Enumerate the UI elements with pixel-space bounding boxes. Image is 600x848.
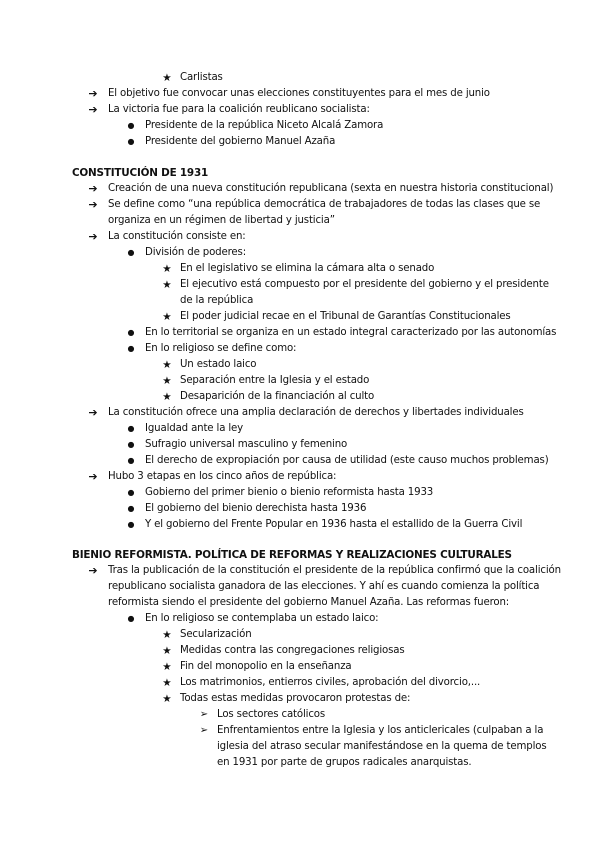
text-line: En lo religioso se contemplaba un estado laico: [145, 613, 379, 624]
dot-bullet-icon: ● [127, 248, 135, 257]
text-line: Se define como “una república democrática de trabajadores de todas las clases que se [108, 199, 541, 210]
star-bullet-icon: ★ [162, 72, 172, 84]
dot-bullet-icon: ● [127, 440, 135, 449]
text-line: Creación de una nueva constitución republicana (sexta en nuestra historia constitucional) [108, 183, 554, 194]
star-bullet-icon: ★ [162, 677, 172, 689]
text-line: División de poderes: [145, 247, 246, 258]
arrow-bullet-icon: ➔ [88, 87, 98, 100]
text-line: Medidas contra las congregaciones religiosas [180, 645, 405, 656]
dot-bullet-icon: ● [127, 504, 135, 513]
text-line: En lo religioso se define como: [145, 343, 297, 354]
text-line: Un estado laico [180, 359, 257, 370]
arrowhead-bullet-icon: ➢ [199, 709, 209, 720]
dot-bullet-icon: ● [127, 520, 135, 529]
arrow-bullet-icon: ➔ [88, 564, 98, 577]
arrowhead-bullet-icon: ➢ [199, 725, 209, 736]
text-line: en 1931 por parte de grupos radicales anarquistas. [217, 757, 472, 768]
text-line: Sufragio universal masculino y femenino [145, 439, 348, 450]
arrow-bullet-icon: ➔ [88, 103, 98, 116]
text-line: Hubo 3 etapas en los cinco años de república: [108, 471, 337, 482]
dot-bullet-icon: ● [127, 456, 135, 465]
text-line: Enfrentamientos entre la Iglesia y los anticlericales (culpaban a la [217, 725, 544, 736]
text-line: La victoria fue para la coalición reublicano socialista: [108, 104, 370, 115]
text-line: El gobierno del bienio derechista hasta 1936 [145, 503, 367, 514]
text-line: organiza en un régimen de libertad y justicia” [108, 215, 335, 226]
star-bullet-icon: ★ [162, 263, 172, 275]
star-bullet-icon: ★ [162, 375, 172, 387]
star-bullet-icon: ★ [162, 279, 172, 291]
text-line: iglesia del atraso secular manifestándose en la quema de templos [217, 741, 547, 752]
section-heading: BIENIO REFORMISTA. POLÍTICA DE REFORMAS Y REALIZACIONES CULTURALES [72, 549, 512, 561]
text-line: Presidente del gobierno Manuel Azaña [145, 136, 336, 147]
text-line: Desaparición de la financiación al culto [180, 391, 375, 402]
text-line: reformista siendo el presidente del gobierno Manuel Azaña. Las reformas fueron: [108, 597, 510, 608]
text-line: Separación entre la Iglesia y el estado [180, 375, 370, 386]
star-bullet-icon: ★ [162, 359, 172, 371]
text-line: El objetivo fue convocar unas elecciones constituyentes para el mes de junio [108, 88, 490, 99]
star-bullet-icon: ★ [162, 645, 172, 657]
dot-bullet-icon: ● [127, 424, 135, 433]
dot-bullet-icon: ● [127, 137, 135, 146]
text-line: Los sectores católicos [217, 709, 326, 720]
text-line: En lo territorial se organiza en un estado integral caracterizado por las autonomías [145, 327, 557, 338]
dot-bullet-icon: ● [127, 344, 135, 353]
text-line: Los matrimonios, entierros civiles, aprobación del divorcio,... [180, 677, 481, 688]
text-line: Todas estas medidas provocaron protestas de: [180, 693, 411, 704]
dot-bullet-icon: ● [127, 121, 135, 130]
text-line: Fin del monopolio en la enseñanza [180, 661, 352, 672]
text-line: Carlistas [180, 72, 223, 83]
text-line: El derecho de expropiación por causa de utilidad (este causo muchos problemas) [145, 455, 549, 466]
star-bullet-icon: ★ [162, 391, 172, 403]
text-line: El poder judicial recae en el Tribunal de Garantías Constitucionales [180, 311, 511, 322]
text-line: Secularización [180, 629, 252, 640]
arrow-bullet-icon: ➔ [88, 182, 98, 195]
dot-bullet-icon: ● [127, 328, 135, 337]
star-bullet-icon: ★ [162, 629, 172, 641]
arrow-bullet-icon: ➔ [88, 406, 98, 419]
text-line: de la república [180, 295, 254, 306]
text-line: El ejecutivo está compuesto por el presidente del gobierno y el presidente [180, 279, 549, 290]
star-bullet-icon: ★ [162, 693, 172, 705]
text-line: La constitución ofrece una amplia declaración de derechos y libertades individuales [108, 407, 524, 418]
text-line: La constitución consiste en: [108, 231, 246, 242]
arrow-bullet-icon: ➔ [88, 198, 98, 211]
star-bullet-icon: ★ [162, 311, 172, 323]
arrow-bullet-icon: ➔ [88, 470, 98, 483]
text-line: Y el gobierno del Frente Popular en 1936 hasta el estallido de la Guerra Civil [145, 519, 523, 530]
text-line: republicano socialista ganadora de las elecciones. Y ahí es cuando comienza la política [108, 581, 540, 592]
section-heading: CONSTITUCIÓN DE 1931 [72, 167, 209, 179]
dot-bullet-icon: ● [127, 614, 135, 623]
dot-bullet-icon: ● [127, 488, 135, 497]
text-line: Tras la publicación de la constitución el presidente de la república confirmó que la coalición [108, 565, 561, 576]
text-line: En el legislativo se elimina la cámara alta o senado [180, 263, 435, 274]
text-line: Igualdad ante la ley [145, 423, 244, 434]
star-bullet-icon: ★ [162, 661, 172, 673]
text-line: Presidente de la república Niceto Alcalá Zamora [145, 120, 384, 131]
text-line: Gobierno del primer bienio o bienio reformista hasta 1933 [145, 487, 434, 498]
arrow-bullet-icon: ➔ [88, 230, 98, 243]
